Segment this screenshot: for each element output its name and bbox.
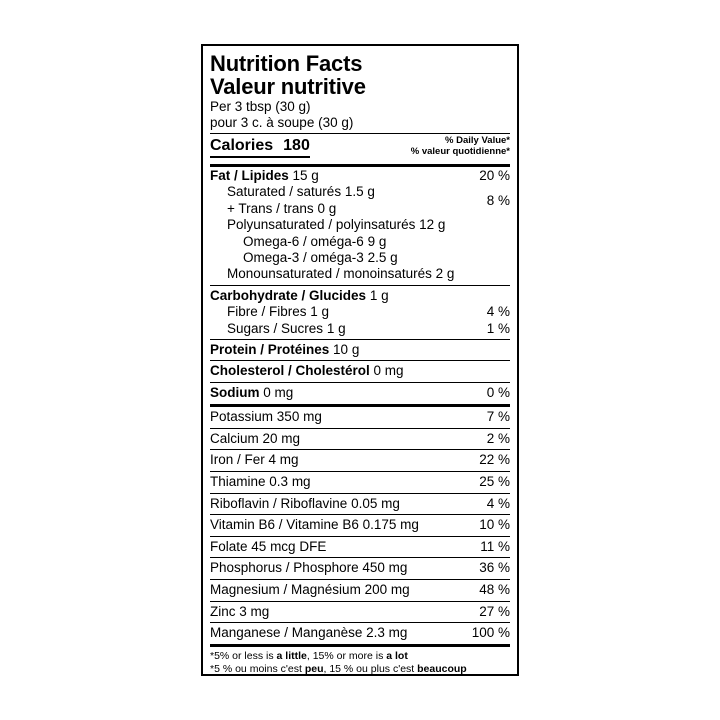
carb-amount: 1 g: [369, 287, 389, 303]
footnote-emphasis: a little: [276, 649, 307, 662]
calories: [210, 134, 310, 158]
mineral-row: [210, 494, 510, 515]
footnote-text: , 15 % ou plus c'est: [323, 662, 418, 675]
mineral-label: Zinc: [210, 603, 236, 619]
mineral-amount: 350 mg: [276, 409, 322, 425]
mineral-dv: 36 %: [479, 560, 510, 576]
footnote-text: , 15% or more is: [306, 649, 387, 662]
mineral-row: [210, 407, 510, 428]
mineral-dv: 7 %: [486, 409, 510, 425]
footnote-emphasis: peu: [304, 662, 324, 675]
mineral-amount: 0.05 mg: [351, 495, 400, 511]
footnote: [210, 650, 510, 676]
mineral-row: [210, 472, 510, 493]
mineral-amount: 2.3 mg: [366, 625, 408, 641]
protein-amount: 10 g: [333, 342, 360, 358]
mineral-row: [210, 429, 510, 450]
cholesterol-label: Cholesterol / Cholestérol: [210, 363, 370, 379]
protein-row: [210, 342, 510, 358]
divider: [210, 285, 510, 286]
footnote-emphasis: a lot: [386, 649, 408, 662]
mineral-row: [210, 580, 510, 601]
sodium-amount: 0 mg: [263, 384, 294, 400]
mineral-row: [210, 450, 510, 471]
title-english: Nutrition Facts: [210, 51, 363, 76]
mineral-dv: 2 %: [486, 430, 510, 446]
mineral-label: Manganese / Manganèse: [210, 625, 363, 641]
divider-thick: [210, 644, 510, 647]
polyunsaturated-row: [210, 217, 510, 233]
calories-value: 180: [283, 137, 310, 154]
sodium-row: [210, 385, 510, 401]
fibre-amount: 1 g: [310, 304, 330, 320]
mineral-row: [210, 537, 510, 558]
mineral-dv: 4 %: [486, 495, 510, 511]
mineral-row: [210, 515, 510, 536]
divider: [210, 382, 510, 383]
calories-row: [210, 134, 510, 164]
omega3-label: Omega-3 / oméga-3: [243, 250, 364, 266]
omega6-label: Omega-6 / oméga-6: [243, 233, 364, 249]
protein-label: Protein / Protéines: [210, 342, 330, 358]
sugars-dv: 1 %: [486, 320, 510, 336]
sugars-amount: 1 g: [326, 320, 346, 336]
mineral-amount: 4 mg: [268, 452, 299, 468]
trans-amount: 0 g: [317, 200, 337, 216]
mineral-row: [210, 558, 510, 579]
saturated-trans-block: [210, 184, 510, 217]
mineral-label: Riboflavin / Riboflavine: [210, 495, 348, 511]
mineral-amount: 20 mg: [262, 430, 301, 446]
mineral-label: Potassium: [210, 409, 274, 425]
omega6-row: [210, 234, 510, 250]
omega3-row: [210, 250, 510, 266]
divider: [210, 360, 510, 361]
divider-thick: [210, 164, 510, 167]
mineral-amount: 0.3 mg: [269, 474, 311, 490]
carb-label: Carbohydrate / Glucides: [210, 287, 367, 303]
minerals-list: [210, 407, 510, 644]
divider: [210, 339, 510, 340]
mineral-dv: 100 %: [471, 625, 510, 641]
title-french: Valeur nutritive: [210, 74, 366, 99]
mineral-label: Folate: [210, 538, 248, 554]
fat-dv: 20 %: [479, 168, 510, 183]
fibre-dv: 4 %: [486, 304, 510, 320]
mineral-amount: 45 mcg DFE: [251, 538, 327, 554]
sodium-label: Sodium: [210, 384, 260, 400]
sodium-dv: 0 %: [486, 384, 510, 400]
mono-label: Monounsaturated / monoinsaturés: [227, 266, 432, 282]
fat-row: [210, 168, 510, 184]
mineral-label: Iron / Fer: [210, 452, 265, 468]
daily-value-header: [411, 134, 510, 157]
mineral-row: [210, 623, 510, 644]
daily-value-header-english: % Daily Value*: [445, 135, 510, 146]
mineral-amount: 0.175 mg: [362, 517, 419, 533]
trans-row: [210, 201, 375, 217]
fibre-label: Fibre / Fibres: [227, 304, 307, 320]
mineral-amount: 3 mg: [239, 603, 270, 619]
fat-label: Fat / Lipides: [210, 168, 289, 183]
daily-value-header-french: % valeur quotidienne*: [410, 146, 510, 157]
footnote-text: *5% or less is: [210, 649, 277, 662]
trans-label: + Trans / trans: [227, 200, 314, 216]
mineral-label: Thiamine: [210, 474, 266, 490]
mineral-amount: 450 mg: [362, 560, 408, 576]
footnote-emphasis: beaucoup: [417, 662, 467, 675]
saturated-amount: 1.5 g: [344, 184, 375, 200]
mineral-dv: 22 %: [479, 452, 510, 468]
sugars-label: Sugars / Sucres: [227, 320, 324, 336]
poly-amount: 12 g: [419, 217, 446, 233]
fat-amount: 15 g: [292, 168, 319, 183]
mineral-dv: 10 %: [479, 517, 510, 533]
saturated-trans-dv: [470, 184, 510, 217]
poly-label: Polyunsaturated / polyinsaturés: [227, 217, 416, 233]
omega3-amount: 2.5 g: [367, 250, 398, 266]
cholesterol-row: [210, 363, 510, 379]
calories-label: Calories: [210, 137, 274, 154]
carbohydrate-row: [210, 288, 510, 304]
mineral-dv: 25 %: [479, 474, 510, 490]
footnote-french: [210, 663, 510, 676]
monounsaturated-row: [210, 266, 510, 282]
mineral-row: [210, 602, 510, 623]
serving-size-english: Per 3 tbsp (30 g): [210, 99, 311, 114]
mineral-dv: 11 %: [480, 538, 510, 554]
fibre-row: [210, 304, 510, 320]
nutrition-facts-panel: [201, 44, 519, 676]
omega6-amount: 9 g: [367, 233, 387, 249]
mineral-amount: 200 mg: [364, 582, 410, 598]
sugars-row: [210, 321, 510, 337]
mineral-label: Calcium: [210, 430, 259, 446]
saturated-trans-dv-value: 8 %: [486, 192, 510, 208]
serving-size-french: pour 3 c. à soupe (30 g): [210, 115, 354, 130]
mono-amount: 2 g: [435, 266, 455, 282]
footnote-text: *5 % ou moins c'est: [210, 662, 305, 675]
cholesterol-amount: 0 mg: [373, 363, 404, 379]
mineral-label: Magnesium / Magnésium: [210, 582, 361, 598]
mineral-dv: 48 %: [479, 582, 510, 598]
mineral-dv: 27 %: [479, 603, 510, 619]
saturated-row: [210, 184, 375, 200]
footnote-english: [210, 650, 510, 663]
mineral-label: Vitamin B6 / Vitamine B6: [210, 517, 359, 533]
saturated-label: Saturated / saturés: [227, 184, 342, 200]
mineral-label: Phosphorus / Phosphore: [210, 560, 359, 576]
